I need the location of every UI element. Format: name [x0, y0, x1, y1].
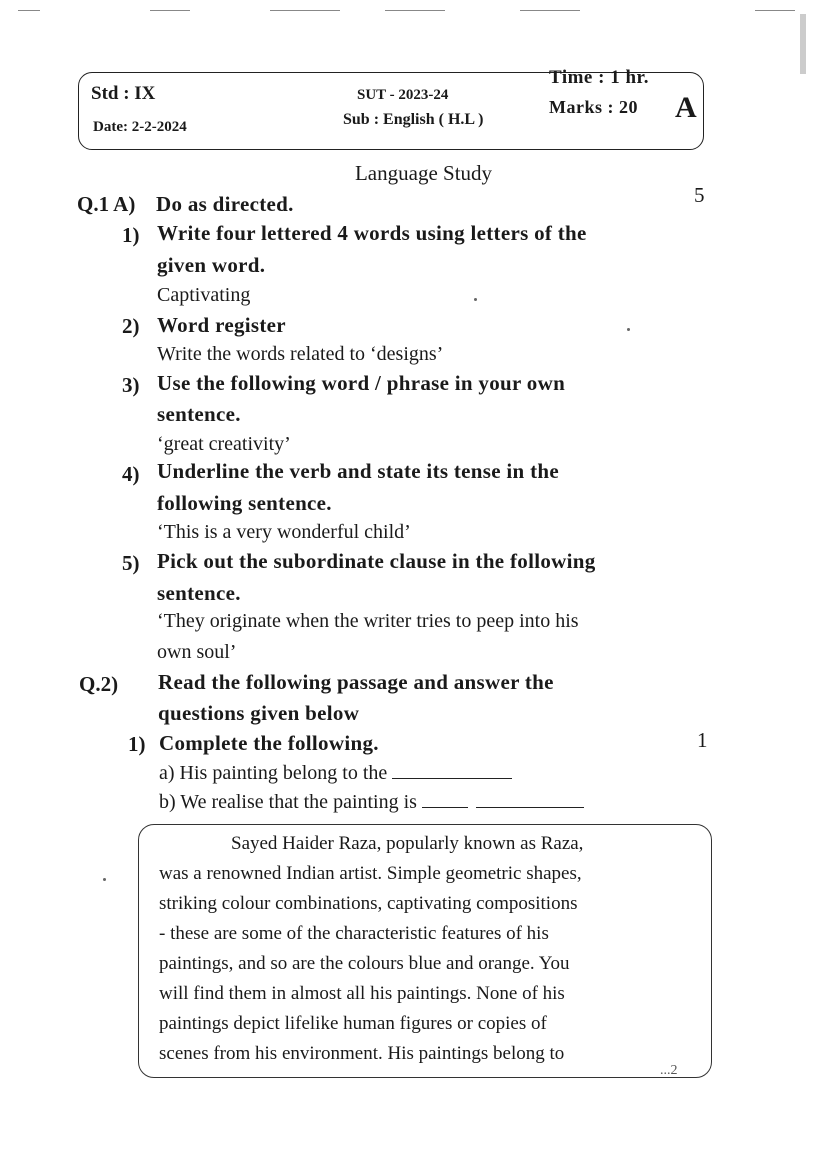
- item-5-sentence: ‘They originate when the writer tries to peep into his: [157, 610, 579, 632]
- passage-line: striking colour combinations, captivating compositions: [159, 893, 578, 914]
- item-2-task: Write the words related to ‘designs’: [157, 343, 444, 365]
- blank-line: [422, 789, 468, 808]
- item-number: 1): [122, 223, 140, 247]
- blank-line: [476, 789, 584, 808]
- scan-edge-mark: [800, 14, 806, 74]
- item-number: 2): [122, 314, 140, 338]
- scan-speck: [103, 878, 106, 881]
- passage-line: will find them in almost all his paintings. None of his: [159, 983, 565, 1004]
- question-1-marks: 5: [694, 183, 705, 207]
- scan-speck: [627, 328, 630, 331]
- item-4-sentence: ‘This is a very wonderful child’: [157, 521, 411, 543]
- item-3-phrase: ‘great creativity’: [157, 433, 291, 455]
- reading-passage: [138, 824, 712, 1078]
- scan-mark: [385, 10, 445, 11]
- standard-label: Std : IX: [91, 83, 156, 104]
- fill-blank-a: [159, 760, 512, 785]
- blank-line: [392, 760, 512, 779]
- exam-name: SUT - 2023-24: [357, 87, 449, 103]
- paper-set-label: A: [675, 91, 697, 124]
- item-4-instruction: Underline the verb and state its tense in the: [157, 459, 559, 483]
- passage-line: was a renowned Indian artist. Simple geometric shapes,: [159, 863, 582, 884]
- passage-line: paintings depict lifelike human figures or copies of: [159, 1013, 547, 1034]
- exam-date: Date: 2-2-2024: [93, 119, 187, 135]
- passage-line: Sayed Haider Raza, popularly known as Raza,: [231, 833, 584, 854]
- fill-blank-b-text: b) We realise that the painting is: [159, 791, 417, 813]
- scan-mark: [18, 10, 40, 11]
- item-number: 5): [122, 551, 140, 575]
- item-5-sentence-cont: own soul’: [157, 641, 237, 663]
- item-1-given-word: Captivating: [157, 284, 251, 306]
- item-2-instruction: Word register: [157, 313, 286, 337]
- item-number: 3): [122, 373, 140, 397]
- item-number: 1): [128, 732, 146, 756]
- time-label: Time : 1 hr.: [549, 67, 649, 88]
- page-continue-marker: ...2: [660, 1063, 678, 1078]
- question-2-label: Q.2): [79, 672, 119, 696]
- scan-speck: [474, 298, 477, 301]
- scan-mark: [270, 10, 340, 11]
- item-3-instruction: Use the following word / phrase in your own: [157, 371, 566, 395]
- passage-line: - these are some of the characteristic features of his: [159, 923, 549, 944]
- question-2-instruction: Read the following passage and answer the: [158, 670, 554, 694]
- section-title: Language Study: [354, 161, 493, 185]
- complete-following-title: Complete the following.: [159, 731, 379, 755]
- fill-blank-a-text: a) His painting belong to the: [159, 762, 388, 784]
- subject-label: Sub : English ( H.L ): [343, 111, 484, 128]
- question-1-title: Do as directed.: [156, 192, 294, 216]
- item-3-instruction-cont: sentence.: [157, 402, 241, 426]
- marks-label: Marks : 20: [549, 97, 638, 117]
- item-1-instruction-cont: given word.: [157, 253, 266, 277]
- question-2-marks: 1: [697, 728, 708, 752]
- fill-blank-b: [159, 789, 584, 814]
- item-5-instruction-cont: sentence.: [157, 581, 241, 605]
- scan-mark: [520, 10, 580, 11]
- item-5-instruction: Pick out the subordinate clause in the following: [157, 549, 596, 573]
- passage-line: scenes from his environment. His paintings belong to: [159, 1043, 565, 1064]
- scan-mark: [150, 10, 190, 11]
- passage-line: paintings, and so are the colours blue and orange. You: [159, 953, 570, 974]
- item-1-instruction: Write four lettered 4 words using letters of the: [157, 221, 587, 245]
- scan-mark: [755, 10, 795, 11]
- item-4-instruction-cont: following sentence.: [157, 491, 332, 515]
- item-number: 4): [122, 462, 140, 486]
- question-2-instruction-cont: questions given below: [158, 701, 360, 725]
- exam-header: [78, 67, 704, 150]
- question-1-label: Q.1 A): [77, 192, 136, 216]
